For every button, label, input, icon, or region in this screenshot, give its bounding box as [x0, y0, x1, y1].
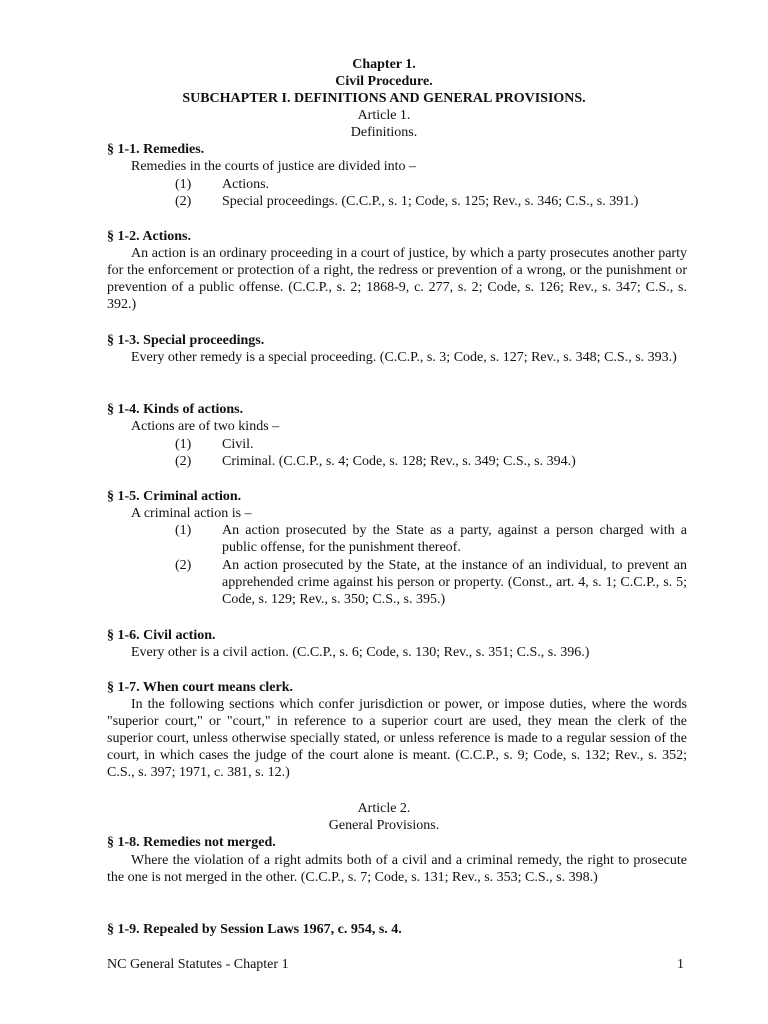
section-1-7-text: In the following sections which confer jurisdiction or power, or impose duties, where the words "superior court," or "court," in reference to a superior court are used, they mean the clerk of the superior court, unless otherwise specially stated, or unless reference is made to a regular session of the court, in which cases the judge of the court alone is meant. (C.C.P., s. 9; Code, s. 132; Rev., s. 352; C.S., s. 397; 1971, c. 381, s. 12.) [107, 697, 687, 780]
page-number: 1 [677, 957, 684, 972]
section-1-5-heading: § 1-5. Criminal action. [107, 489, 242, 504]
article-2-title: General Provisions. [328, 818, 440, 833]
list-number: (2) [175, 454, 192, 469]
section-1-6-text: Every other is a civil action. (C.C.P., s. 6; Code, s. 130; Rev., s. 351; C.S., s. 396.) [131, 645, 590, 660]
section-1-9-heading: § 1-9. Repealed by Session Laws 1967, c. 954, s. 4. [107, 922, 402, 937]
list-item: Actions. [222, 177, 270, 192]
section-1-3-text: Every other remedy is a special proceeding. (C.C.P., s. 3; Code, s. 127; Rev., s. 348; C.S., s. 393.) [131, 350, 677, 365]
section-1-4-heading: § 1-4. Kinds of actions. [107, 402, 244, 417]
article-2-label: Article 2. [357, 801, 411, 816]
list-number: (2) [175, 558, 192, 573]
section-1-8-heading: § 1-8. Remedies not merged. [107, 835, 276, 850]
section-1-8-text: Where the violation of a right admits both of a civil and a criminal remedy, the right to prosecute the one is not merged in the other. (C.C.P., s. 7; Code, s. 131; Rev., s. 353; C.S., s. 398.) [107, 853, 687, 885]
section-1-2-heading: § 1-2. Actions. [107, 229, 191, 244]
chapter-title: Civil Procedure. [335, 74, 433, 89]
subchapter-title: SUBCHAPTER I. DEFINITIONS AND GENERAL PROVISIONS. [182, 91, 586, 106]
section-1-1-intro: Remedies in the courts of justice are divided into – [131, 159, 416, 174]
list-number: (1) [175, 177, 192, 192]
section-1-7-heading: § 1-7. When court means clerk. [107, 680, 293, 695]
list-number: (2) [175, 194, 192, 209]
section-1-5-intro: A criminal action is – [131, 506, 252, 521]
list-item: An action prosecuted by the State as a party, against a person charged with a public offense, for the punishment thereof. [222, 523, 687, 555]
section-1-3-heading: § 1-3. Special proceedings. [107, 333, 265, 348]
chapter-number: Chapter 1. [352, 57, 416, 72]
list-number: (1) [175, 437, 192, 452]
list-item: Criminal. (C.C.P., s. 4; Code, s. 128; Rev., s. 349; C.S., s. 394.) [222, 454, 576, 469]
list-item: Special proceedings. (C.C.P., s. 1; Code, s. 125; Rev., s. 346; C.S., s. 391.) [222, 194, 639, 209]
list-number: (1) [175, 523, 192, 538]
list-item: Civil. [222, 437, 254, 452]
section-1-2-text: An action is an ordinary proceeding in a court of justice, by which a party prosecutes another party for the enforcement or protection of a right, the redress or prevention of a wrong, or the punishment or prevention of a public offense. (C.C.P., s. 2; 1868-9, c. 277, s. 2; Code, s. 126; Rev., s. 347; C.S., s. 392.) [107, 246, 687, 312]
section-1-6-heading: § 1-6. Civil action. [107, 628, 216, 643]
list-item: An action prosecuted by the State, at the instance of an individual, to prevent an apprehended crime against his person or property. (Const., art. 4, s. 1; C.C.P., s. 5; Code, s. 129; Rev., s. 350; C.S., s. 395.) [222, 558, 687, 607]
article-1-label: Article 1. [357, 108, 411, 123]
section-1-4-intro: Actions are of two kinds – [131, 419, 280, 434]
footer-title: NC General Statutes - Chapter 1 [107, 957, 289, 972]
section-1-1-heading: § 1-1. Remedies. [107, 142, 205, 157]
article-1-title: Definitions. [350, 125, 418, 140]
